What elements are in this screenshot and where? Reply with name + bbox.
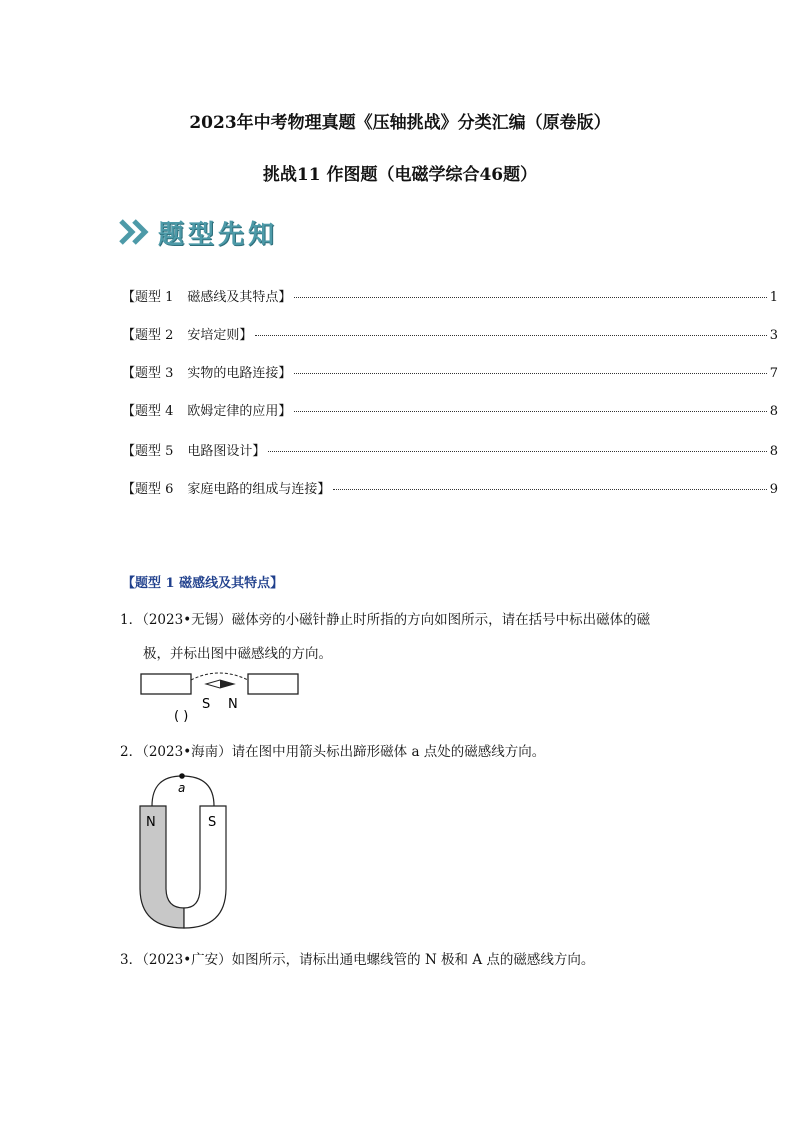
toc-type: 【题型 4 bbox=[122, 404, 174, 419]
double-chevron-icon bbox=[118, 218, 152, 246]
right-magnet bbox=[248, 674, 298, 694]
toc-leader-dots bbox=[294, 373, 766, 374]
toc-type: 【题型 6 bbox=[122, 482, 174, 497]
toc-row[interactable] bbox=[122, 440, 778, 460]
banner-text: 题型先知 bbox=[158, 219, 279, 250]
pole-bracket: ( ) bbox=[174, 709, 189, 724]
south-pole-label: S bbox=[208, 815, 217, 830]
point-a bbox=[179, 773, 185, 779]
toc-page-number: 7 bbox=[769, 366, 778, 381]
toc-leader-dots bbox=[255, 335, 766, 336]
toc-page-number: 8 bbox=[769, 404, 778, 419]
left-magnet bbox=[141, 674, 191, 694]
question-2-text: 2．（2023•海南）请在图中用箭头标出蹄形磁体 a 点处的磁感线方向。 bbox=[120, 744, 546, 760]
toc-row[interactable] bbox=[122, 478, 778, 498]
toc-label: 磁感线及其特点】 bbox=[187, 290, 292, 305]
question-1-text-cont: 极，并标出图中磁感线的方向。 bbox=[143, 646, 332, 662]
question-1-text: 1．（2023•无锡）磁体旁的小磁针静止时所指的方向如图所示，请在括号中标出磁体的磁 bbox=[120, 612, 651, 628]
question-2-figure bbox=[136, 770, 236, 932]
needle-s-label: S bbox=[202, 697, 211, 712]
field-line bbox=[191, 673, 248, 680]
toc-leader-dots bbox=[294, 411, 766, 412]
section-heading: 【题型 1 磁感线及其特点】 bbox=[122, 576, 284, 591]
toc-type: 【题型 1 bbox=[122, 290, 174, 305]
toc-label: 实物的电路连接】 bbox=[187, 366, 292, 381]
document-subtitle: 挑战11 作图题（电磁学综合46题） bbox=[262, 165, 538, 185]
toc-row[interactable] bbox=[122, 324, 778, 344]
toc-label: 欧姆定律的应用】 bbox=[187, 404, 292, 419]
toc-label: 安培定则】 bbox=[187, 328, 253, 343]
needle-n-label: N bbox=[228, 697, 238, 712]
toc-type: 【题型 3 bbox=[122, 366, 174, 381]
document-title: 2023年中考物理真题《压轴挑战》分类汇编（原卷版） bbox=[189, 113, 611, 133]
toc-leader-dots bbox=[268, 451, 766, 452]
toc-page-number: 1 bbox=[769, 290, 778, 305]
section-banner bbox=[118, 212, 278, 252]
toc-label: 电路图设计】 bbox=[187, 444, 266, 459]
toc-leader-dots bbox=[333, 489, 766, 490]
north-pole-label: N bbox=[146, 815, 156, 830]
toc-type: 【题型 2 bbox=[122, 328, 174, 343]
compass-needle bbox=[206, 680, 234, 688]
question-3-text: 3．（2023•广安）如图所示，请标出通电螺线管的 N 极和 A 点的磁感线方向。 bbox=[120, 952, 595, 968]
toc-label: 家庭电路的组成与连接】 bbox=[187, 482, 331, 497]
toc-type: 【题型 5 bbox=[122, 444, 174, 459]
point-a-label: a bbox=[178, 781, 186, 795]
toc-page-number: 9 bbox=[769, 482, 778, 497]
toc-row[interactable] bbox=[122, 286, 778, 306]
toc-leader-dots bbox=[294, 297, 766, 298]
toc-page-number: 3 bbox=[769, 328, 778, 343]
toc-row[interactable] bbox=[122, 400, 778, 420]
question-1-figure bbox=[138, 668, 308, 724]
toc-row[interactable] bbox=[122, 362, 778, 382]
toc-page-number: 8 bbox=[769, 444, 778, 459]
